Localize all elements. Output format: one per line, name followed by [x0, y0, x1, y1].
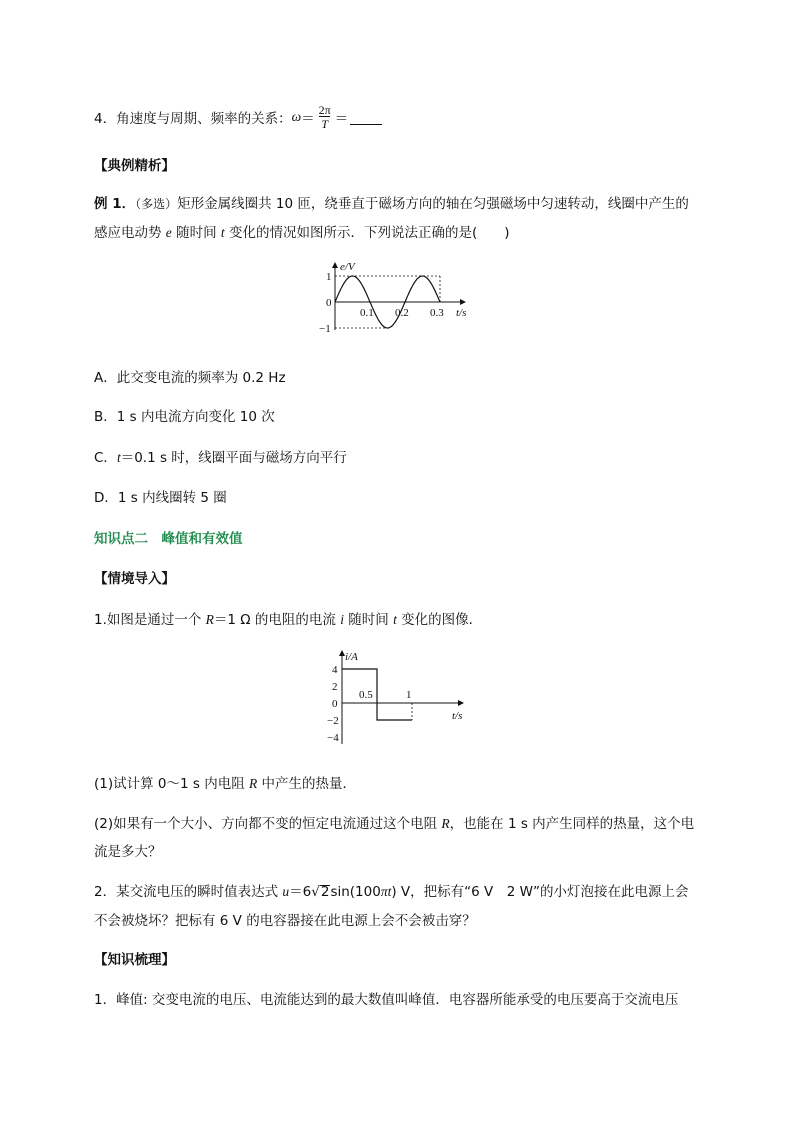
- x-tick-label: 1: [406, 689, 412, 701]
- current-symbol: i: [340, 612, 344, 627]
- current-time-chart: [322, 646, 472, 748]
- resistor-symbol-3: R: [441, 816, 450, 831]
- item-4: [94, 104, 382, 130]
- x-axis-arrow: [460, 299, 466, 305]
- fraction-numerator: 2π: [318, 103, 331, 117]
- scene-heading: 【情境导入】: [94, 571, 175, 587]
- x-tick-label: 0.2: [395, 307, 409, 319]
- emf-time-chart: [318, 258, 478, 338]
- example-1-line-2: [94, 221, 509, 241]
- question-1-part-1: [94, 772, 356, 792]
- y-tick-label: −1: [319, 323, 331, 335]
- y-tick-label: −2: [327, 715, 339, 727]
- equals-sign: ＝: [301, 111, 315, 127]
- example-1-text-c: 变化的情况如图所示．下列说法正确的是( ): [224, 225, 510, 241]
- x-axis-label: t/s: [456, 307, 467, 319]
- q2-text-b: ＝6: [289, 884, 312, 900]
- q2-text-c: sin(100: [330, 884, 381, 900]
- q1-text-a: 1.如图是通过一个: [94, 612, 206, 628]
- y-tick-label: 1: [326, 271, 332, 283]
- x-tick-label: 0.1: [360, 307, 374, 319]
- q1-text-b: ＝1 Ω 的电阻的电流: [213, 612, 341, 628]
- option-a[interactable]: A．此交变电流的频率为 0.2 Hz: [94, 370, 286, 386]
- section-example-heading: 【典例精析】: [94, 158, 175, 174]
- omega-symbol: ω: [291, 109, 302, 124]
- resistor-symbol-2: R: [249, 776, 258, 791]
- answer-blank: [350, 110, 382, 125]
- example-1-line-1: [94, 192, 689, 212]
- time-symbol: t: [220, 225, 225, 240]
- sqrt-symbol: √: [311, 884, 320, 900]
- y-tick-label: 4: [332, 664, 338, 676]
- q1-1-text-a: (1)试计算 0～1 s 内电阻: [94, 776, 249, 792]
- pi-t-symbol: πt: [380, 884, 392, 899]
- x-axis-label: t/s: [452, 710, 463, 722]
- equals-sign-2: ＝: [334, 111, 349, 127]
- y-axis-label: i/A: [345, 651, 358, 663]
- q1-text-c: 随时间: [343, 612, 394, 628]
- option-c-time-symbol: t: [116, 450, 121, 465]
- example-1-text-a: 感应电动势: [94, 225, 166, 241]
- fraction-denominator: T: [321, 117, 329, 131]
- item-4-label: 4．角速度与周期、频率的关系：: [94, 111, 292, 127]
- q1-2-text-a: (2)如果有一个大小、方向都不变的恒定电流通过这个电阻: [94, 816, 442, 832]
- example-1-label: 例 1．: [94, 196, 136, 212]
- option-c-label: C．: [94, 450, 117, 466]
- fraction-2pi-over-t: [317, 104, 333, 130]
- sqrt-radicand: 2: [320, 884, 330, 900]
- example-1-text: 矩形金属线圈共 10 匝，绕垂直于磁场方向的轴在匀强磁场中匀速转动，线圈中产生的: [177, 196, 689, 212]
- multi-select-tag: （多选）: [135, 197, 178, 211]
- question-2-line-1: [94, 880, 688, 900]
- question-1-part-2-line-1: [94, 812, 694, 832]
- q1-text-d: 变化的图像．: [396, 612, 483, 628]
- question-1-part-2-line-2: 流是多大？: [94, 844, 162, 860]
- knowledge-item-1: 1．峰值: 交变电流的电压、电流能达到的最大数值叫峰值．电容器所能承受的电压要高于交流电压: [94, 992, 679, 1008]
- option-b[interactable]: B．1 s 内电流方向变化 10 次: [94, 409, 275, 425]
- q1-2-text-b: ，也能在 1 s 内产生同样的热量，这个电: [449, 816, 695, 832]
- example-1-text-b: 随时间: [171, 225, 221, 241]
- emf-symbol: e: [165, 225, 172, 240]
- time-symbol-2: t: [393, 612, 397, 627]
- x-tick-label: 0.5: [359, 689, 373, 701]
- y-axis-label: e/V: [340, 261, 355, 273]
- y-tick-label: 0: [326, 297, 332, 309]
- q1-1-text-b: 中产生的热量．: [257, 776, 357, 792]
- option-d[interactable]: D．1 s 内线圈转 5 圈: [94, 490, 227, 506]
- question-1: [94, 608, 482, 628]
- y-tick-label: 0: [332, 698, 338, 710]
- y-tick-label: −4: [327, 732, 339, 744]
- x-axis-arrow: [458, 700, 464, 706]
- resistor-symbol: R: [205, 612, 214, 627]
- voltage-symbol: u: [282, 884, 290, 899]
- option-c-text: ＝0.1 s 时，线圈平面与磁场方向平行: [120, 450, 347, 466]
- y-tick-label: 2: [332, 681, 338, 693]
- question-2-line-2: 不会被烧坏？把标有 6 V 的电容器接在此电源上会不会被击穿？: [94, 913, 476, 929]
- y-axis-arrow: [332, 262, 338, 268]
- knowledge-point-2-heading: 知识点二 峰值和有效值: [94, 531, 243, 547]
- knowledge-summary-heading: 【知识梳理】: [94, 952, 175, 968]
- x-tick-label: 0.3: [430, 307, 444, 319]
- q2-text-a: 2．某交流电压的瞬时值表达式: [94, 884, 283, 900]
- q2-text-d: ) V，把标有“6 V 2 W”的小灯泡接在此电源上会: [391, 884, 689, 900]
- option-c[interactable]: [94, 446, 347, 466]
